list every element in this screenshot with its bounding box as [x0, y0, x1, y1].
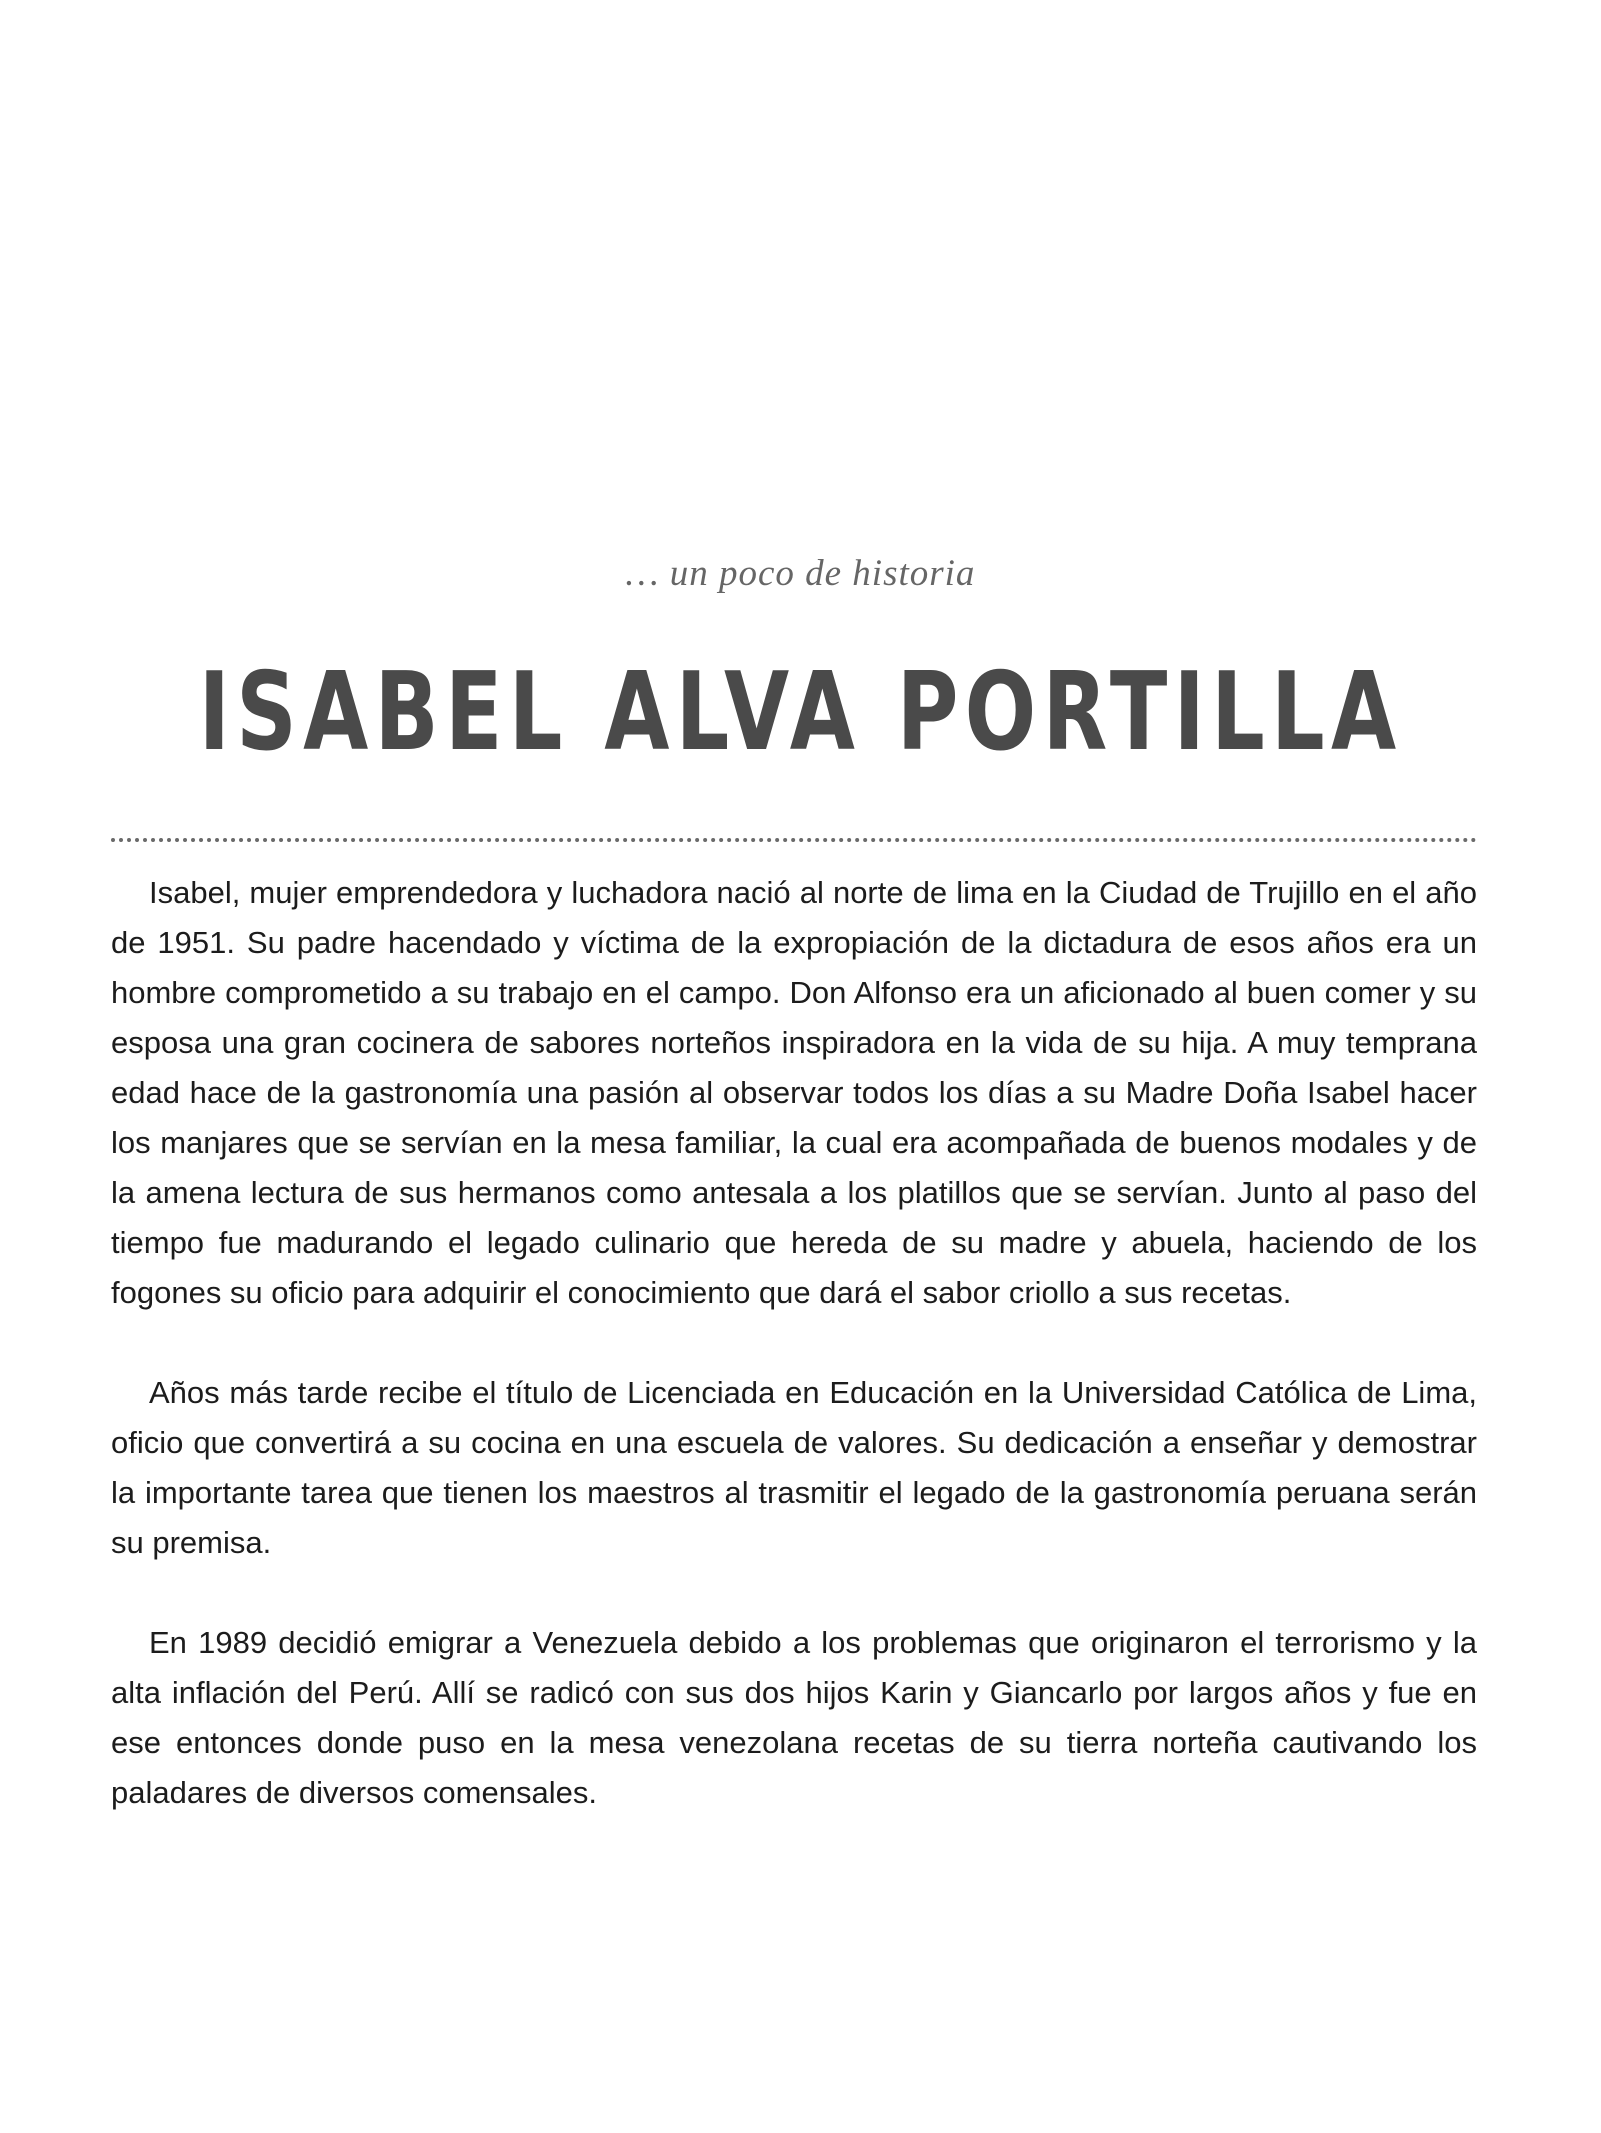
dotted-divider [111, 838, 1477, 842]
paragraph-2: Años más tarde recibe el título de Licenciada en Educación en la Universidad Católica de Lima, oficio que convertirá a su cocina en una escuela de valores. Su dedicación a enseñar y demostrar la importante tarea que tienen los maestros al trasmitir el legado de la gastronomía peruana serán su premisa. [111, 1375, 1477, 1560]
page-title: ISABEL ALVA PORTILLA [198, 650, 1403, 775]
biography-text [111, 868, 1477, 1818]
paragraph-3: En 1989 decidió emigrar a Venezuela debido a los problemas que originaron el terrorismo y la alta inflación del Perú. Allí se radicó con sus dos hijos Karin y Giancarlo por largos años y fue en ese entonces donde puso en la mesa venezolana recetas de su tierra norteña cautivando los paladares de diversos comensales. [111, 1625, 1477, 1810]
paragraph-1: Isabel, mujer emprendedora y luchadora nació al norte de lima en la Ciudad de Trujillo en el año de 1951. Su padre hacendado y víctima de la expropiación de la dictadura de esos años era un hombre comprometido a su trabajo en el campo. Don Alfonso era un aficionado al buen comer y su esposa una gran cocinera de sabores norteños inspiradora en la vida de su hija. A muy temprana edad hace de la gastronomía una pasión al observar todos los días a su Madre Doña Isabel hacer los manjares que se servían en la mesa familiar, la cual era acompañada de buenos modales y de la amena lectura de sus hermanos como antesala a los platillos que se servían. Junto al paso del tiempo fue madurando el legado culinario que hereda de su madre y abuela, haciendo de los fogones su oficio para adquirir el conocimiento que dará el sabor criollo a sus recetas. [111, 875, 1477, 1310]
section-kicker: … un poco de historia [625, 553, 976, 594]
